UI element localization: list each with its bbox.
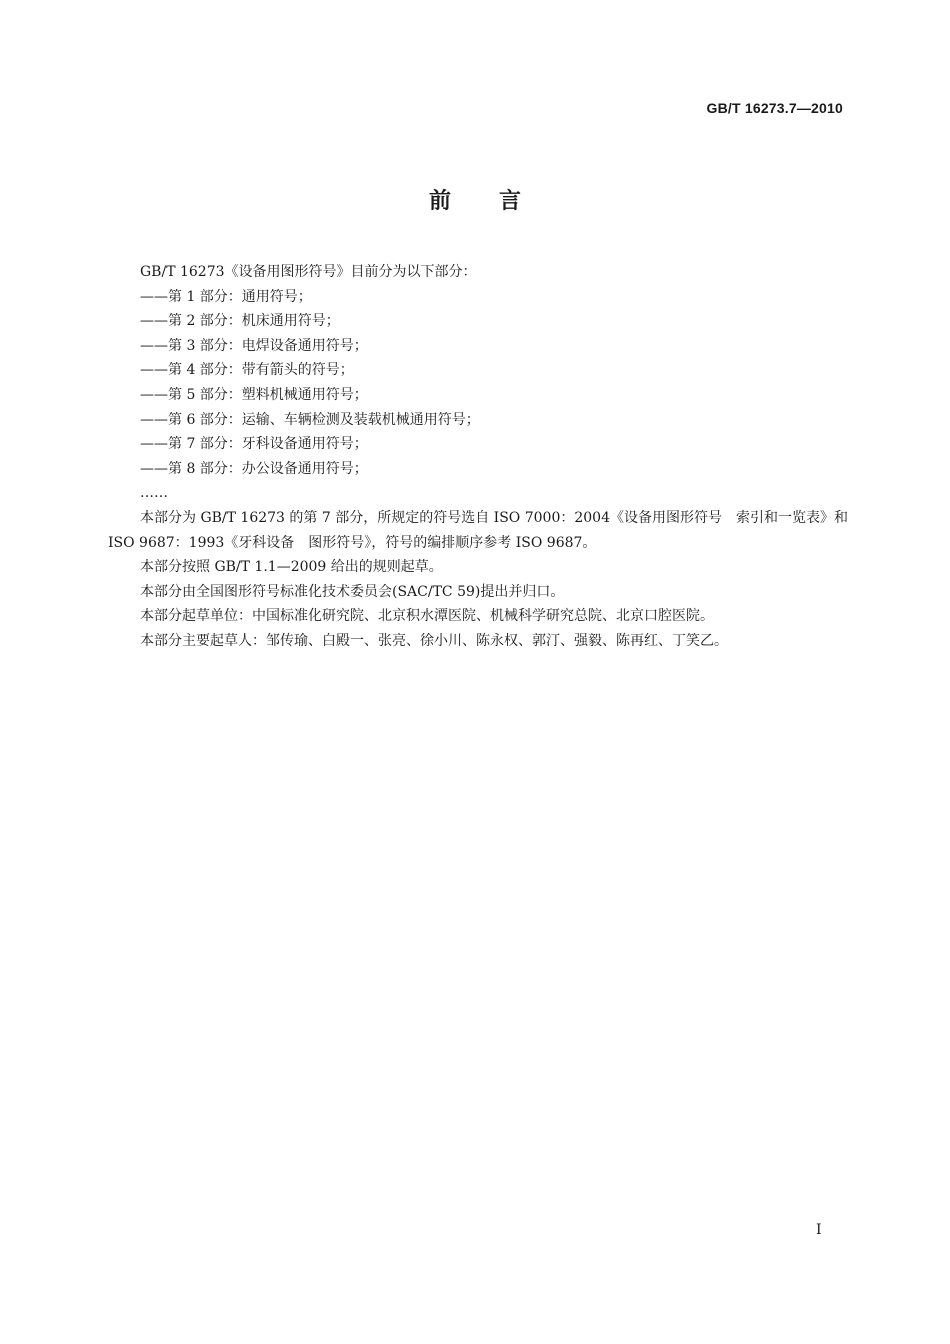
part-item-7: ——第 7 部分：牙科设备通用符号； [140, 436, 368, 453]
intro-line: GB/T 16273《设备用图形符号》目前分为以下部分： [140, 264, 477, 280]
foreword-body [108, 260, 848, 654]
page-title: 前言 [428, 189, 569, 214]
paragraph-scope: 本部分为 GB/T 16273 的第 7 部分，所规定的符号选自 ISO 7000：2004《设备用图形符号 索引和一览表》和 ISO 9687：1993《牙科设备 图形符号》，符号的编排顺序参考 ISO 9687。 [108, 509, 848, 551]
page-number: I [816, 1222, 822, 1238]
paragraph-drafting-units: 本部分起草单位：中国标准化研究院、北京积水潭医院、机械科学研究总院、北京口腔医院。 [140, 608, 714, 625]
paragraph-committee: 本部分由全国图形符号标准化技术委员会(SAC/TC 59)提出并归口。 [140, 583, 565, 600]
part-item-3: ——第 3 部分：电焊设备通用符号； [140, 337, 368, 354]
part-item-4: ——第 4 部分：带有箭头的符号； [140, 362, 354, 379]
part-item-8: ——第 8 部分：办公设备通用符号； [140, 460, 368, 477]
part-item-2: ——第 2 部分：机床通用符号； [140, 313, 340, 330]
ellipsis: …… [140, 485, 168, 502]
part-item-5: ——第 5 部分：塑料机械通用符号； [140, 386, 368, 403]
standard-code-header: GB/T 16273.7—2010 [706, 100, 843, 116]
paragraph-drafting-rules: 本部分按照 GB/T 1.1—2009 给出的规则起草。 [140, 559, 443, 576]
paragraph-drafters: 本部分主要起草人：邹传瑜、白殿一、张亮、徐小川、陈永权、郭汀、强毅、陈再红、丁笑乙。 [140, 632, 728, 649]
part-item-1: ——第 1 部分：通用符号； [140, 288, 312, 305]
part-item-6: ——第 6 部分：运输、车辆检测及装载机械通用符号； [140, 411, 480, 428]
